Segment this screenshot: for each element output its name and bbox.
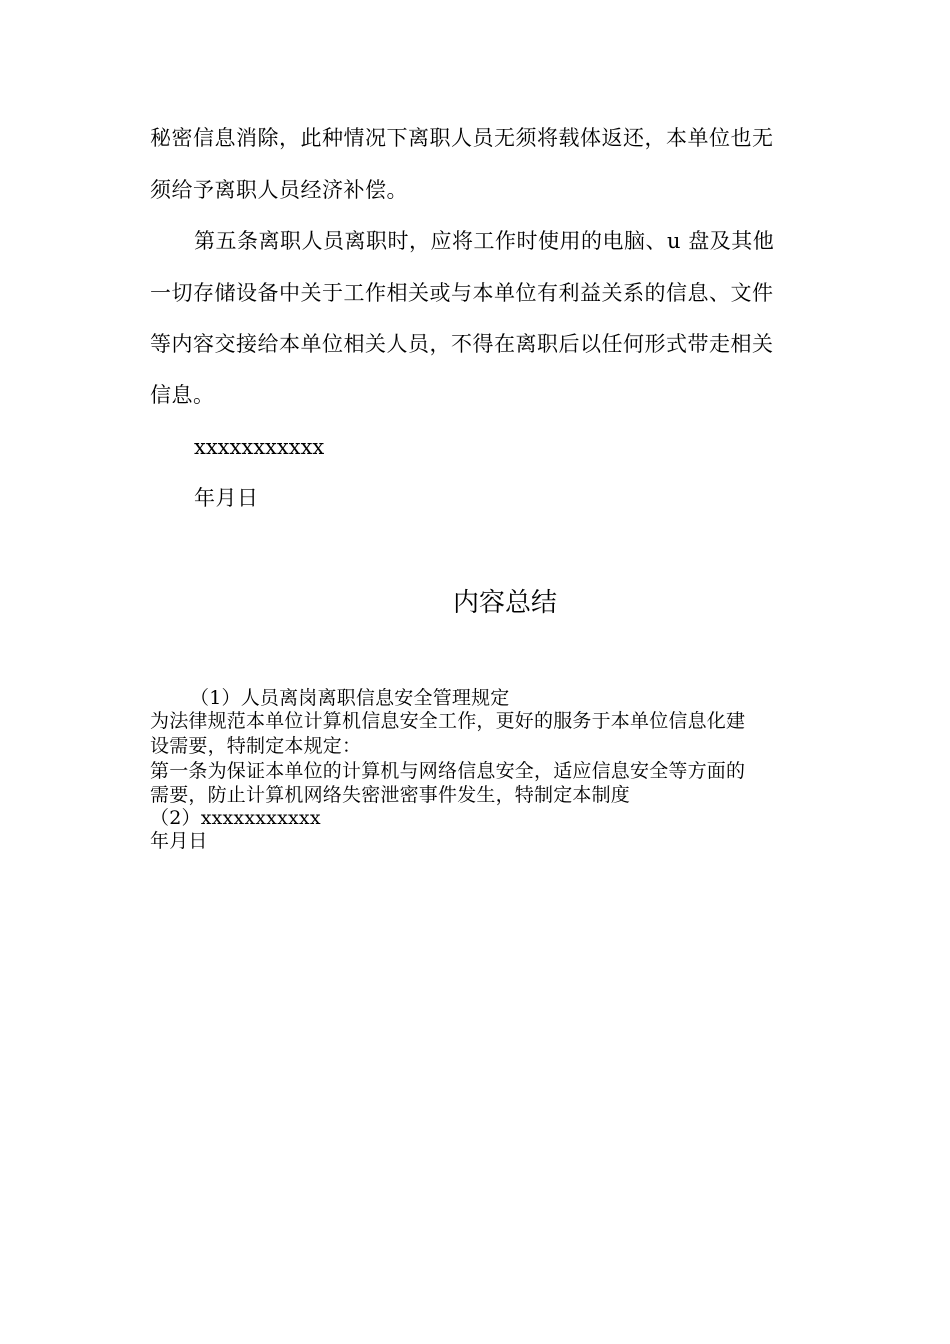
summary-line-7: 年月日 bbox=[150, 830, 208, 852]
body-line-1: 秘密信息消除，此种情况下离职人员无须将载体返还，本单位也无 bbox=[150, 126, 774, 150]
body-line-6: 信息。 bbox=[150, 383, 215, 407]
body-line-3: 第五条离职人员离职时，应将工作时使用的电脑、u 盘及其他 bbox=[194, 229, 775, 253]
summary-line-1: （1）人员离岗离职信息安全管理规定 bbox=[190, 687, 510, 709]
summary-line-6: （2）xxxxxxxxxxx bbox=[150, 807, 321, 829]
summary-line-5: 需要，防止计算机网络失密泄密事件发生，特制定本制度 bbox=[150, 784, 631, 806]
date-line: 年月日 bbox=[194, 486, 259, 510]
summary-line-2: 为法律规范本单位计算机信息安全工作，更好的服务于本单位信息化建 bbox=[150, 710, 746, 732]
body-line-2: 须给予离职人员经济补偿。 bbox=[150, 178, 408, 202]
body-line-4: 一切存储设备中关于工作相关或与本单位有利益关系的信息、文件 bbox=[150, 281, 774, 305]
body-line-5: 等内容交接给本单位相关人员，不得在离职后以任何形式带走相关 bbox=[150, 332, 774, 356]
summary-line-4: 第一条为保证本单位的计算机与网络信息安全，适应信息安全等方面的 bbox=[150, 760, 746, 782]
summary-title: 内容总结 bbox=[452, 588, 557, 618]
summary-line-3: 设需要，特制定本规定： bbox=[150, 735, 362, 757]
signature-line: xxxxxxxxxxx bbox=[194, 435, 325, 459]
